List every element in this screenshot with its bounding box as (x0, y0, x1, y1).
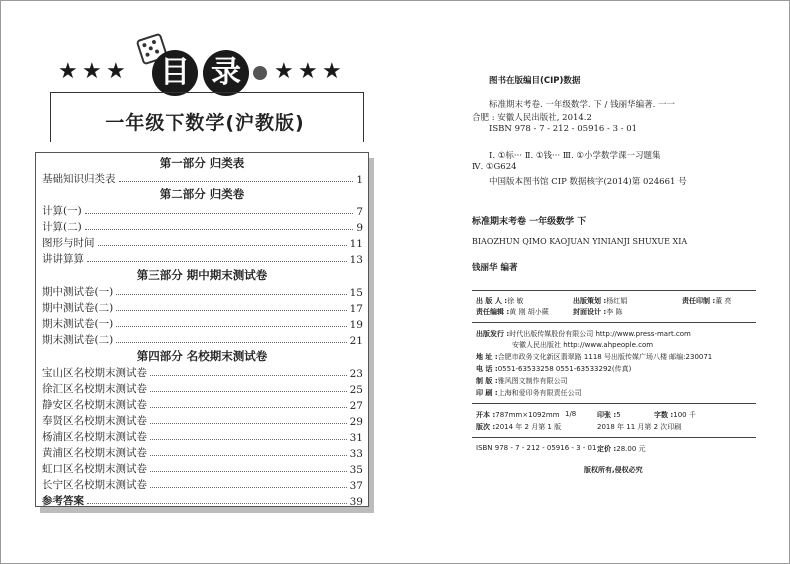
distributor-value: 时代出版传媒股份有限公司 http://www.press-mart.com (509, 330, 691, 338)
price-label: 定价 : (597, 445, 617, 453)
price-value: 28.00 元 (616, 445, 646, 453)
printer-label: 印 刷 : (476, 389, 498, 397)
toc-entry-page: 9 (356, 222, 363, 234)
toc-entry-page: 37 (349, 480, 363, 492)
toc-entry-title: 讲讲算算 (42, 253, 84, 265)
cip-line: ISBN 978 - 7 - 212 - 05916 - 3 - 01 (489, 124, 638, 134)
toc-entry-title: 长宁区名校期末测试卷 (42, 479, 147, 491)
toc-entry-page: 25 (349, 384, 363, 396)
toc-entry (42, 203, 363, 218)
toc-entry-page: 17 (349, 303, 363, 315)
toc-entry-page: 39 (349, 496, 363, 508)
toc-section-heading: 第一部分 归类表 (159, 156, 245, 170)
title-char-circle (152, 50, 198, 96)
cover-designer-label: 封面设计 : (573, 308, 607, 316)
bracket-line (363, 92, 364, 142)
star-icon: ★ (82, 59, 102, 84)
toc-entry-title: 宝山区名校期末测试卷 (42, 367, 147, 379)
isbn: ISBN 978 - 7 - 212 - 05916 - 3 - 01 (476, 444, 597, 452)
divider (472, 322, 756, 323)
print-manager-label: 责任印制 : (682, 297, 716, 305)
toc-leader-dots (150, 407, 347, 408)
book-title: 标准期末考卷 一年级数学 下 (472, 217, 587, 227)
toc-entry (42, 381, 363, 396)
toc-leader-dots (116, 294, 346, 295)
toc-entry-page: 35 (349, 464, 363, 476)
edition-value: 2014 年 2 月第 1 版 (495, 423, 562, 431)
toc-entry-page: 27 (349, 400, 363, 412)
words-label: 字数 : (654, 411, 674, 419)
cover-designer-value: 李 陈 (606, 308, 623, 316)
title-char-circle (203, 50, 249, 96)
distributor-value-2: 安徽人民出版社 http://www.ahpeople.com (512, 341, 654, 349)
divider (472, 290, 756, 291)
print-manager-value: 董 亮 (715, 297, 732, 305)
toc-leader-dots (116, 342, 346, 343)
cip-line: 合肥 : 安徽人民出版社, 2014.2 (472, 113, 592, 123)
format-value: 787mm×1092mm (495, 411, 560, 419)
address-label: 地 址 : (476, 353, 498, 361)
table-of-contents (35, 152, 369, 507)
toc-entry-page: 15 (349, 287, 363, 299)
toc-entry-page: 13 (349, 254, 363, 266)
toc-leader-dots (87, 261, 347, 262)
cip-header: 图书在版编目(CIP)数据 (489, 76, 581, 86)
toc-entry (42, 461, 363, 476)
toc-leader-dots (116, 326, 346, 327)
editor-value: 黄 刚 胡小蕨 (509, 308, 549, 316)
toc-entry-title: 期中测试卷(二) (42, 302, 114, 314)
prepress-value: 雅风图文制作有限公司 (497, 377, 568, 385)
toc-entry-title: 杨浦区名校期末测试卷 (42, 431, 147, 443)
title-char-2: 录 (211, 55, 241, 90)
edition-label: 版次 : (476, 423, 496, 431)
toc-entry-title: 奉贤区名校期末测试卷 (42, 415, 147, 427)
toc-entry-title: 静安区名校期末测试卷 (42, 399, 147, 411)
editor-label: 责任编辑 : (476, 308, 510, 316)
toc-leader-dots (116, 310, 346, 311)
planner-value: 杨红娟 (606, 297, 628, 305)
author: 钱丽华 编著 (472, 263, 518, 273)
toc-entry-page: 29 (349, 416, 363, 428)
phone-label: 电 话 : (476, 365, 498, 373)
publisher-value: 徐 敏 (507, 297, 524, 305)
printing-value: 2018 年 11 月第 2 次印刷 (597, 423, 682, 431)
toc-entry (42, 477, 363, 492)
toc-leader-dots (150, 423, 347, 424)
toc-section-heading: 第二部分 归类卷 (159, 187, 245, 201)
toc-leader-dots (87, 503, 347, 504)
bracket-line (50, 92, 364, 93)
cip-line: 中国版本图书馆 CIP 数据核字(2014)第 024661 号 (489, 177, 687, 187)
toc-entry (42, 429, 363, 444)
toc-leader-dots (98, 245, 347, 246)
star-icon: ★ (322, 59, 342, 84)
toc-entry-page: 19 (349, 319, 363, 331)
toc-leader-dots (150, 471, 347, 472)
phone-value: 0551-63533258 0551-63533292(传真) (497, 365, 632, 373)
toc-entry-title: 期末测试卷(二) (42, 334, 114, 346)
divider (472, 437, 756, 438)
toc-entry-title: 计算(二) (42, 221, 82, 233)
divider (472, 403, 756, 404)
toc-entry (42, 171, 363, 186)
book-pinyin: BIAOZHUN QIMO KAOJUAN YINIANJI SHUXUE XIA (472, 237, 688, 246)
toc-leader-dots (150, 375, 347, 376)
toc-entry-title: 基础知识归类表 (42, 173, 116, 185)
toc-leader-dots (119, 181, 354, 182)
toc-leader-dots (150, 487, 347, 488)
toc-leader-dots (150, 455, 347, 456)
format-label: 开本 : (476, 411, 496, 419)
copyright-notice: 版权所有,侵权必究 (584, 466, 643, 474)
printer-value: 上海和爱印务有限责任公司 (497, 389, 582, 397)
toc-entry (42, 493, 363, 508)
cip-line: 标准期末考卷. 一年级数学. 下 / 钱丽华编著. 一一 (489, 100, 675, 110)
decor-dot (253, 66, 267, 80)
toc-entry (42, 445, 363, 460)
toc-entry-page: 21 (349, 335, 363, 347)
planner-label: 出版策划 : (573, 297, 607, 305)
toc-entry-page: 33 (349, 448, 363, 460)
toc-entry-page: 23 (349, 368, 363, 380)
star-icon: ★ (58, 59, 78, 84)
toc-entry-page: 7 (356, 206, 363, 218)
toc-section-heading: 第四部分 名校期末测试卷 (136, 349, 268, 363)
address-value: 合肥市政务文化新区翡翠路 1118 号出版传媒广场八楼 邮编:230071 (497, 353, 713, 361)
toc-entry-title: 图形与时间 (42, 237, 95, 249)
distributor-label: 出版发行 : (476, 330, 510, 338)
toc-entry (42, 413, 363, 428)
fold-value: 1/8 (565, 410, 577, 418)
toc-entry-page: 1 (356, 174, 363, 186)
publisher-label: 出 版 人 : (476, 297, 508, 305)
prepress-label: 制 版 : (476, 377, 498, 385)
toc-entry (42, 235, 363, 250)
toc-entry (42, 316, 363, 331)
toc-entry-page: 11 (349, 238, 363, 250)
toc-entry-title: 期中测试卷(一) (42, 286, 114, 298)
star-icon: ★ (274, 59, 294, 84)
toc-entry-page: 31 (349, 432, 363, 444)
toc-leader-dots (85, 213, 354, 214)
toc-entry (42, 397, 363, 412)
star-icon: ★ (106, 59, 126, 84)
toc-leader-dots (150, 391, 347, 392)
toc-entry (42, 365, 363, 380)
star-icon: ★ (298, 59, 318, 84)
toc-entry (42, 219, 363, 234)
sheet-label: 印张 : (597, 411, 617, 419)
toc-entry (42, 332, 363, 347)
cip-line: Ⅰ. ①标··· Ⅱ. ①钱··· Ⅲ. ①小学数学课一习题集 (489, 151, 661, 161)
words-value: 100 千 (673, 411, 696, 419)
toc-leader-dots (150, 439, 347, 440)
toc-entry-title: 黄浦区名校期末测试卷 (42, 447, 147, 459)
toc-leader-dots (85, 229, 354, 230)
sheet-value: 5 (616, 411, 621, 419)
toc-entry (42, 251, 363, 266)
toc-entry (42, 284, 363, 299)
toc-entry-title: 计算(一) (42, 205, 82, 217)
toc-entry-title: 徐汇区名校期末测试卷 (42, 383, 147, 395)
toc-entry-title: 参考答案 (42, 495, 84, 507)
title-char-1: 目 (160, 55, 190, 90)
toc-entry (42, 300, 363, 315)
toc-entry-title: 期末测试卷(一) (42, 318, 114, 330)
toc-entry-title: 虹口区名校期末测试卷 (42, 463, 147, 475)
toc-section-heading: 第三部分 期中期末测试卷 (136, 268, 268, 282)
book-subtitle: 一年级下数学(沪教版) (105, 112, 305, 134)
cip-line: Ⅳ. ①G624 (472, 162, 517, 172)
